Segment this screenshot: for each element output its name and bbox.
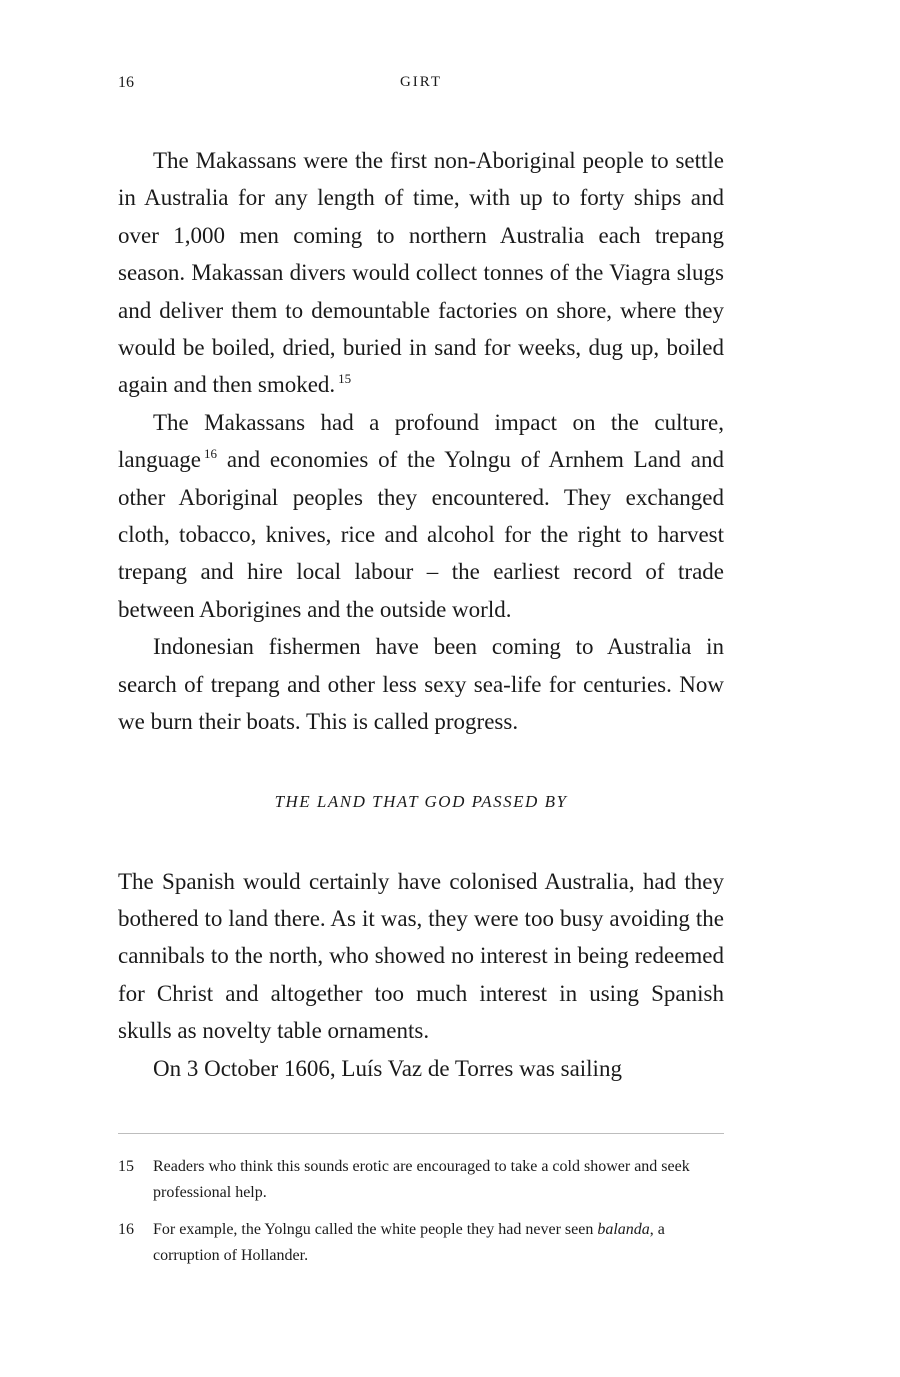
paragraph-2 <box>118 404 724 628</box>
footnote-number: 16 <box>118 1221 134 1238</box>
body-text <box>118 142 724 1087</box>
paragraph-1 <box>118 142 724 404</box>
section-heading: THE LAND THAT GOD PASSED BY <box>274 791 568 811</box>
paragraph-2-text-b: and economies of the Yolngu of Arnhem Land and other Aboriginal peoples they encountered. They exchanged cloth, tobacco, knives, rice and alcohol for the right to harvest trepang and hire local labour – the earliest record of trade between Aborigines and the outside world. <box>118 447 724 622</box>
paragraph-2-text-a: The Makassans had a profound impact on the culture, language <box>118 409 724 473</box>
footnote-15 <box>118 1154 724 1206</box>
footnote-text-after: , a corruption of Hollander. <box>153 1221 665 1264</box>
running-title: GIRT <box>399 74 443 90</box>
paragraph-5: On 3 October 1606, Luís Vaz de Torres was sailing <box>153 1055 622 1081</box>
paragraph-4: The Spanish would certainly have colonised Australia, had they bothered to land there. As it was, they were too busy avoiding the cannibals to the north, who showed no interest in being redeemed for Christ and altogether too much interest in using Spanish skulls as novelty table ornaments. <box>118 868 724 1044</box>
footnote-text: Readers who think this sounds erotic are encouraged to take a cold shower and seek professional help. <box>153 1158 690 1201</box>
footnote-ref-15: 15 <box>338 371 352 387</box>
footnotes <box>118 1154 724 1280</box>
footnote-ref-16: 16 <box>204 446 218 462</box>
footnote-text <box>153 1217 724 1269</box>
footnote-number: 15 <box>118 1158 134 1175</box>
paragraph-1-text: The Makassans were the first non-Aboriginal people to settle in Australia for any length of time, with up to forty ships and over 1,000 men coming to northern Australia each trepang season. Makassan divers would collect tonnes of the Viagra slugs and deliver them to demountable factories on shore, where they would be boiled, dried, buried in sand for weeks, dug up, boiled again and then smoked. <box>118 148 724 398</box>
paragraph-3: Indonesian fishermen have been coming to Australia in search of trepang and other less sexy sea-life for centuries. Now we burn their boats. This is called progress. <box>118 634 724 735</box>
footnote-text-before: For example, the Yolngu called the white people they had never seen <box>153 1221 598 1238</box>
footnote-divider <box>118 1133 724 1134</box>
footnote-16 <box>118 1217 724 1269</box>
footnote-emphasis: balanda <box>597 1221 650 1238</box>
running-head <box>118 74 724 98</box>
page-number: 16 <box>118 74 134 91</box>
